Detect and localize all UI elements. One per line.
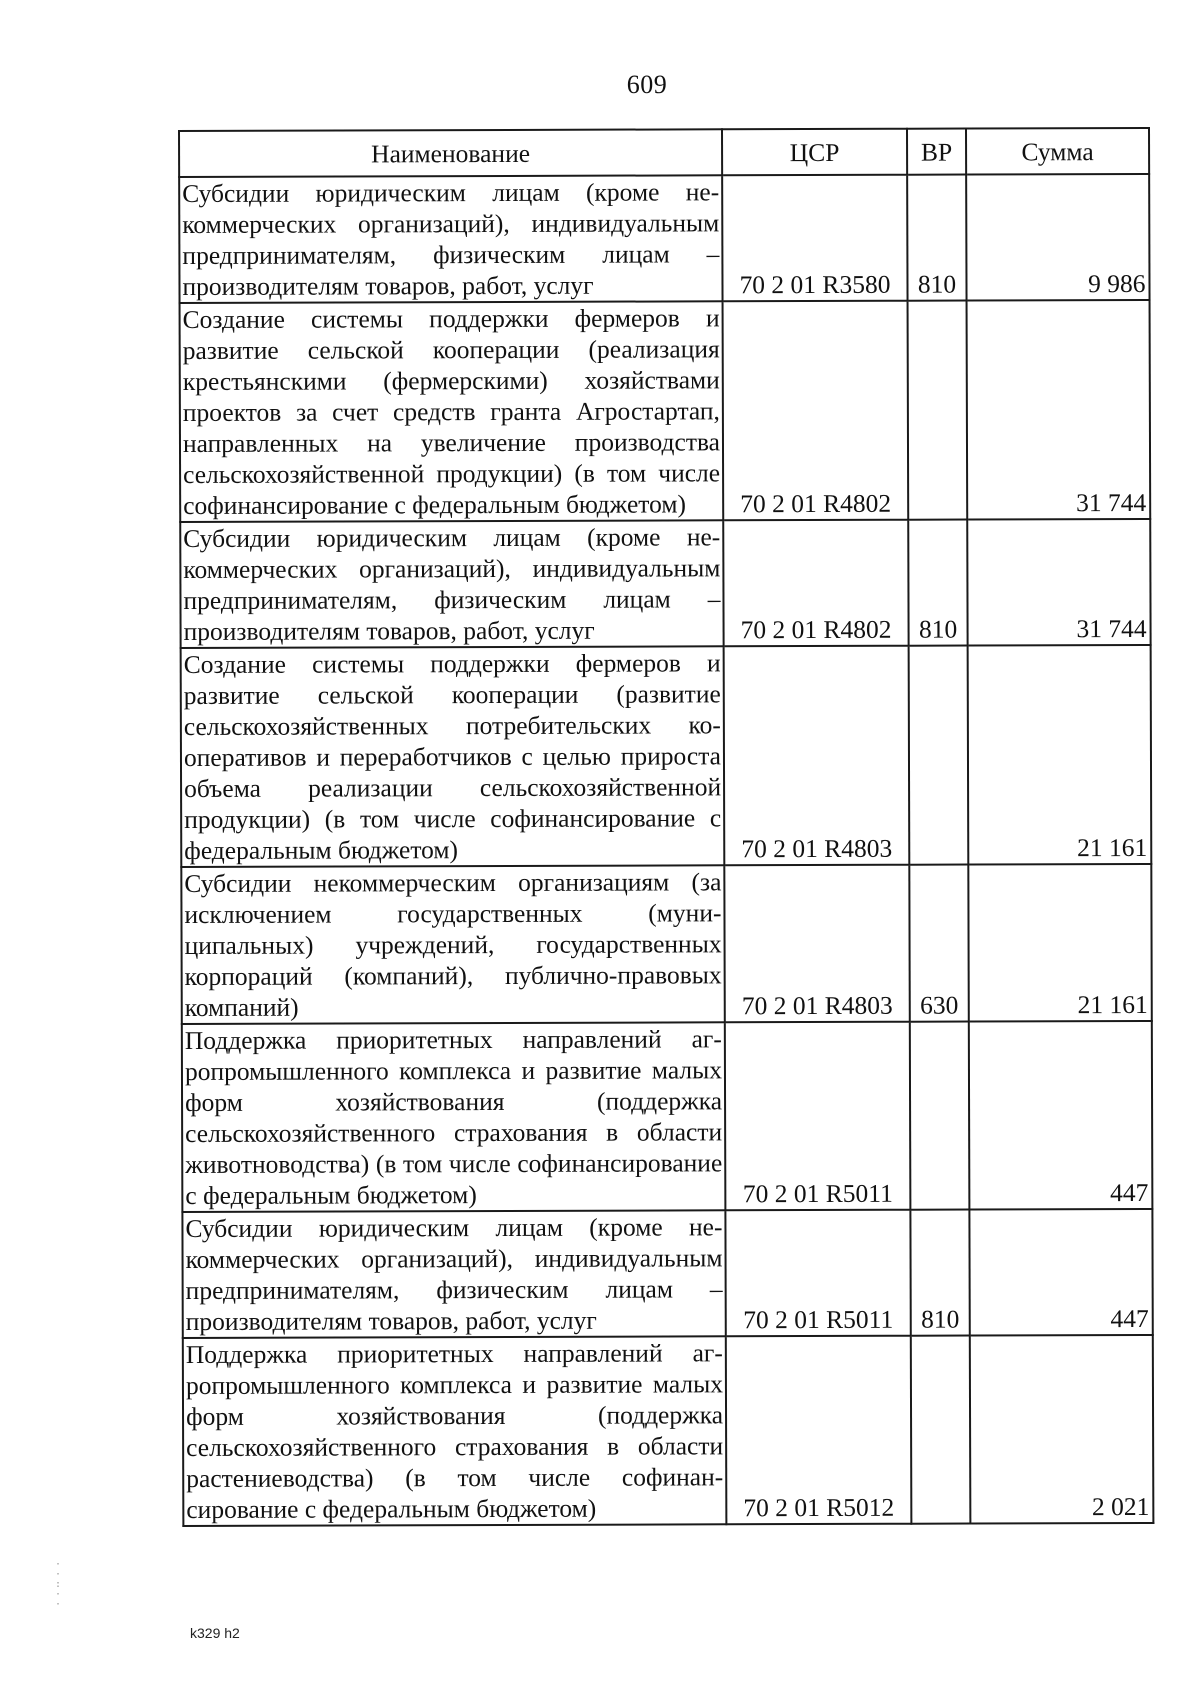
row-sum: 31 744: [967, 519, 1150, 646]
table-row: [181, 864, 1151, 1024]
row-vr: 810: [907, 175, 966, 301]
table-header-row: [179, 128, 1149, 177]
row-vr: [911, 1336, 971, 1524]
row-sum: 21 161: [968, 645, 1152, 865]
row-csr: 70 2 01 R4802: [723, 520, 908, 647]
table-row: [182, 1021, 1153, 1212]
row-vr: [910, 1022, 970, 1210]
budget-table: [178, 127, 1154, 1527]
table-row: [183, 1335, 1154, 1526]
header-csr: ЦСР: [722, 129, 907, 176]
row-csr: 70 2 01 R5011: [725, 1022, 911, 1211]
row-vr: [909, 646, 969, 865]
row-name: Поддержка приоритетных направлений агропромышленного комплекса и развитие малых форм хозяйствования (поддержка сельскохозяйственного страхования в области растениеводства) (в том числе софинансирование с федеральным бюджетом): [183, 1336, 727, 1526]
table-row: [182, 1209, 1152, 1338]
row-csr: 70 2 01 R4803: [724, 865, 909, 1023]
row-sum: 447: [969, 1021, 1153, 1210]
row-name: Субсидии некоммерческим организациям (за исключением государственных (муниципальных) учреждений, государственных корпораций (компаний), публично-правовых компаний): [181, 865, 724, 1024]
row-sum: 21 161: [968, 864, 1151, 1022]
row-sum: 9 986: [966, 174, 1149, 301]
row-name: Создание системы поддержки фермеров и развитие сельской кооперации (развитие сельскохозяйственных потребительских кооперативов и переработчиков с целью прироста объема реализации сельскохозяйственной продукции) (в том числе софинансирование с федеральным бюджетом): [181, 646, 725, 867]
row-csr: 70 2 01 R4802: [723, 301, 909, 521]
row-vr: 810: [908, 520, 967, 646]
row-vr: [908, 301, 968, 520]
row-csr: 70 2 01 R4803: [724, 646, 910, 866]
row-sum: 2 021: [970, 1335, 1154, 1524]
row-vr: 810: [910, 1210, 969, 1336]
table-row: [180, 300, 1151, 522]
row-vr: 630: [909, 865, 968, 1022]
footer-document-code: k329 h2: [190, 1625, 240, 1641]
header-name: Наименование: [179, 129, 722, 177]
row-csr: 70 2 01 R5012: [726, 1336, 912, 1525]
table-row: [181, 645, 1152, 867]
header-vr: ВР: [907, 129, 966, 175]
row-sum: 31 744: [967, 300, 1151, 520]
row-name: Создание системы поддержки фермеров и развитие сельской кооперации (реализация крестьянскими (фермерскими) хозяйствами проектов за счет средств гранта Агростартап, направленных на увеличение производства сельскохозяйственной продукции) (в том числе софинансирование с федеральным бюджетом): [180, 301, 724, 522]
row-csr: 70 2 01 R3580: [722, 175, 907, 302]
table-row: [179, 174, 1149, 303]
row-sum: 447: [969, 1209, 1152, 1336]
row-name: Субсидии юридическим лицам (кроме некоммерческих организаций), индивидуальным предпринимателям, физическим лицам – производителям товаров, работ, услуг: [182, 1210, 725, 1338]
row-name: Поддержка приоритетных направлений агропромышленного комплекса и развитие малых форм хозяйствования (поддержка сельскохозяйственного страхования в области животноводства) (в том числе софинансирование с федеральным бюджетом): [182, 1022, 726, 1212]
row-name: Субсидии юридическим лицам (кроме некоммерческих организаций), индивидуальным предпринимателям, физическим лицам – производителям товаров, работ, услуг: [180, 520, 723, 648]
row-csr: 70 2 01 R5011: [725, 1210, 910, 1337]
table-row: [180, 519, 1150, 648]
header-sum: Сумма: [966, 128, 1149, 175]
scan-artifact: · · : · ·: [55, 1559, 62, 1610]
row-name: Субсидии юридическим лицам (кроме некоммерческих организаций), индивидуальным предпринимателям, физическим лицам – производителям товаров, работ, услуг: [179, 175, 722, 303]
page-number: 609: [626, 70, 668, 99]
